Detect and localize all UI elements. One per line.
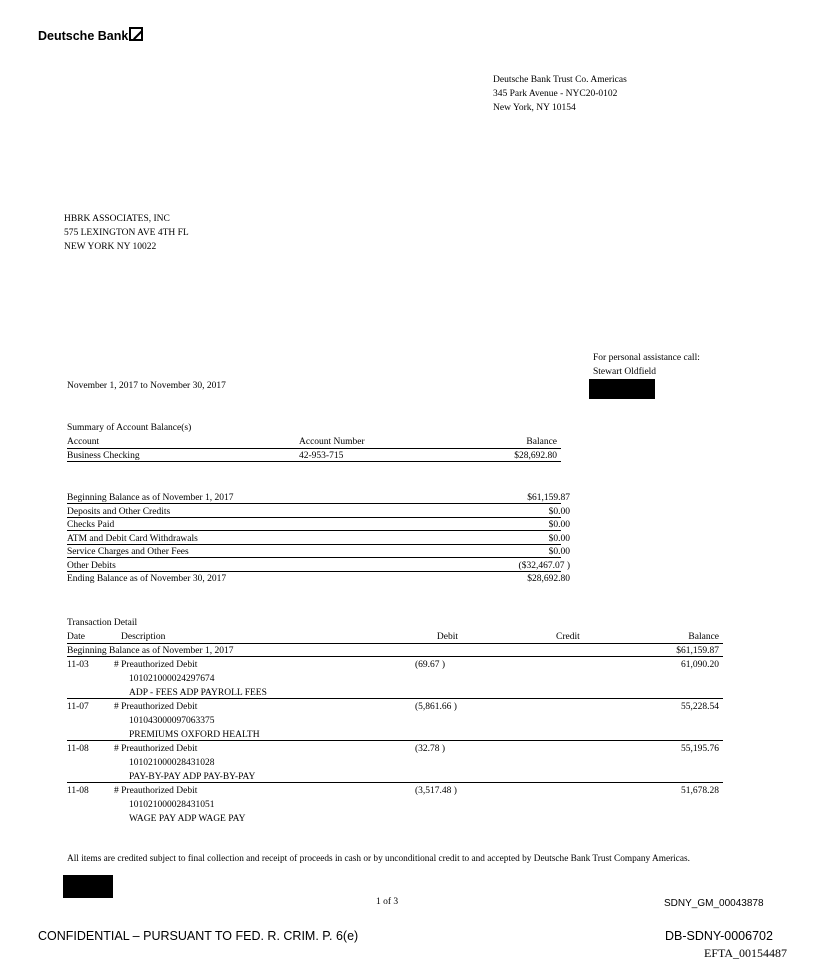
transaction-header-date: Date — [67, 632, 85, 642]
transaction-date: 11-03 — [67, 660, 89, 670]
transaction-header-description: Description — [121, 632, 166, 642]
transaction-date: 11-08 — [67, 786, 89, 796]
transaction-title: Transaction Detail — [67, 618, 138, 628]
summary-account: Business Checking — [67, 451, 140, 461]
transaction-balance: 51,678.28 — [681, 786, 719, 796]
transaction-type: # Preauthorized Debit — [114, 702, 198, 712]
balance-label: Beginning Balance as of November 1, 2017 — [67, 493, 234, 503]
balance-value: $0.00 — [548, 533, 570, 544]
transaction-payee: PAY-BY-PAY ADP PAY-BY-PAY — [129, 772, 256, 782]
transaction-date: 11-08 — [67, 744, 89, 754]
transaction-balance: 61,090.20 — [681, 660, 719, 670]
summary-account-number: 42-953-715 — [299, 451, 344, 461]
transaction-payee: PREMIUMS OXFORD HEALTH — [129, 730, 260, 740]
transaction-payee: WAGE PAY ADP WAGE PAY — [129, 814, 246, 824]
customer-address-line: 575 LEXINGTON AVE 4TH FL — [64, 228, 189, 238]
transaction-header-credit: Credit — [556, 632, 580, 642]
bank-address — [493, 73, 627, 115]
bank-address-line: Deutsche Bank Trust Co. Americas — [493, 75, 627, 85]
balance-value: $61,159.87 — [527, 493, 570, 503]
balance-value: $0.00 — [548, 520, 570, 530]
balance-label: Service Charges and Other Fees — [67, 547, 189, 557]
transaction-debit: (69.67 ) — [415, 660, 446, 670]
transaction-type: # Preauthorized Debit — [114, 744, 198, 754]
assistance-name: Stewart Oldfield — [593, 367, 657, 377]
disclaimer: All items are credited subject to final collection and receipt of proceeds in cash or by unconditional credit to and accepted by Deutsche Bank Trust Company Americas. — [67, 854, 690, 864]
divider — [67, 740, 723, 741]
transaction-reference: 101021000028431028 — [129, 758, 215, 768]
customer-address-line: NEW YORK NY 10022 — [64, 242, 157, 252]
transaction-reference: 101021000024297674 — [129, 674, 215, 684]
customer-address — [64, 212, 189, 254]
bank-address-line: 345 Park Avenue - NYC20-0102 — [493, 89, 618, 99]
summary-header-number: Account Number — [299, 437, 365, 447]
transaction-type: # Preauthorized Debit — [114, 786, 198, 796]
balance-label: Deposits and Other Credits — [67, 506, 171, 517]
transaction-beginning-balance: $61,159.87 — [676, 646, 719, 656]
redaction-box — [63, 875, 113, 898]
summary-balance: $28,692.80 — [514, 451, 557, 461]
balance-label: Other Debits — [67, 560, 116, 571]
divider — [67, 698, 723, 699]
divider — [67, 656, 723, 657]
deutsche-bank-logo-icon — [129, 27, 143, 41]
assistance-label: For personal assistance call: — [593, 353, 700, 363]
summary-title: Summary of Account Balance(s) — [67, 423, 192, 433]
customer-address-line: HBRK ASSOCIATES, INC — [64, 214, 170, 224]
transaction-debit: (5,861.66 ) — [415, 702, 457, 712]
transaction-balance: 55,195.76 — [681, 744, 719, 754]
balance-value: $0.00 — [548, 547, 570, 557]
bank-address-line: New York, NY 10154 — [493, 103, 576, 113]
page-number: 1 of 3 — [376, 897, 399, 907]
bank-logo-text: Deutsche Bank — [38, 29, 129, 43]
summary-header-account: Account — [67, 437, 100, 447]
transaction-balance: 55,228.54 — [681, 702, 719, 712]
transaction-type: # Preauthorized Debit — [114, 660, 198, 670]
balance-value: ($32,467.07 ) — [518, 560, 570, 571]
transaction-reference: 101021000028431051 — [129, 800, 215, 810]
confidential-notice: CONFIDENTIAL – PURSUANT TO FED. R. CRIM. P. 6(e) — [38, 929, 359, 943]
balance-label: Ending Balance as of November 30, 2017 — [67, 574, 227, 584]
assistance-block — [593, 351, 700, 379]
statement-period: November 1, 2017 to November 30, 2017 — [67, 381, 226, 391]
balance-value: $0.00 — [548, 506, 570, 517]
balance-label: Checks Paid — [67, 520, 115, 530]
transaction-header-balance: Balance — [688, 632, 719, 642]
bates-number-db: DB-SDNY-0006702 — [665, 929, 773, 943]
balance-value: $28,692.80 — [527, 574, 570, 584]
divider — [67, 782, 723, 783]
balance-label: ATM and Debit Card Withdrawals — [67, 533, 198, 544]
transaction-debit: (32.78 ) — [415, 744, 446, 754]
transaction-date: 11-07 — [67, 702, 89, 712]
transaction-debit: (3,517.48 ) — [415, 786, 457, 796]
divider — [67, 461, 561, 462]
redaction-box — [589, 379, 655, 399]
transaction-payee: ADP - FEES ADP PAYROLL FEES — [129, 688, 267, 698]
efta-number: EFTA_00154487 — [704, 946, 788, 960]
transaction-reference: 101043000097063375 — [129, 716, 215, 726]
bates-number-gm: SDNY_GM_00043878 — [664, 898, 764, 909]
transaction-header-debit: Debit — [436, 632, 458, 642]
transaction-beginning-label: Beginning Balance as of November 1, 2017 — [67, 646, 234, 656]
summary-header-balance: Balance — [526, 437, 557, 447]
